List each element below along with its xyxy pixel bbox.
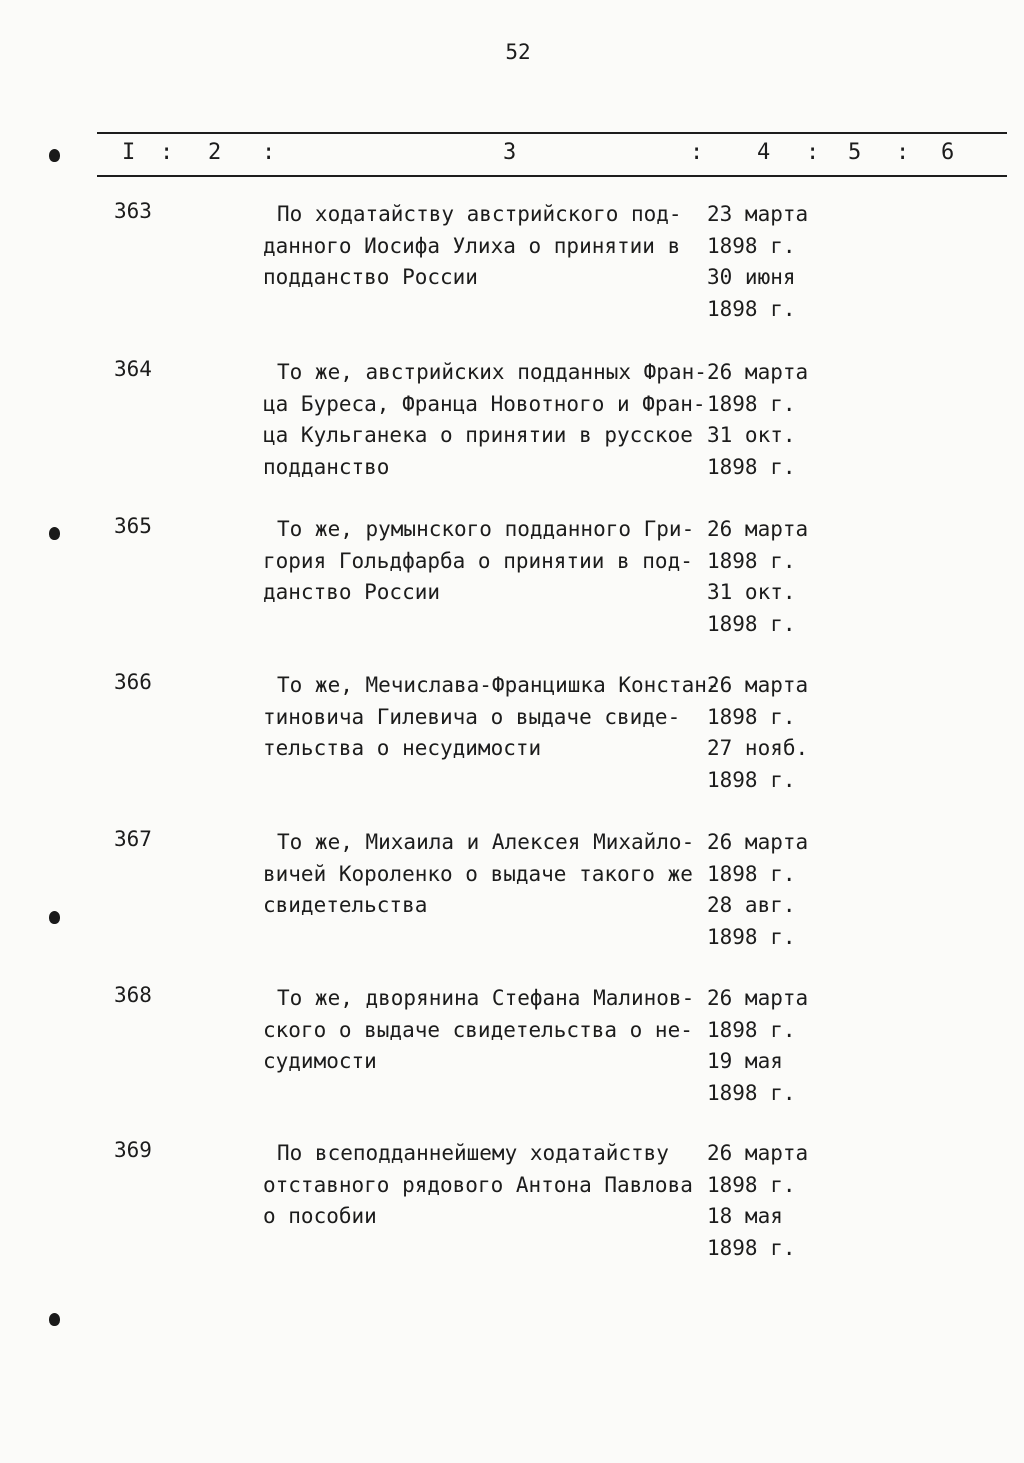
description-line: свидетельства xyxy=(263,893,428,917)
entry-description xyxy=(263,827,708,922)
description-line: ца Кульганека о принятии в русское xyxy=(263,423,693,447)
entry-description xyxy=(263,357,708,483)
description-line: подданство xyxy=(263,454,390,479)
description-line: То же, Мечислава-Францишка Констан- xyxy=(277,673,720,697)
date-line: 31 окт. xyxy=(707,580,796,604)
entry-dates xyxy=(707,670,808,796)
description-line: То же, дворянина Стефана Малинов- xyxy=(277,986,695,1010)
entry-number: 369 xyxy=(114,1138,152,1162)
header-col-5: 5 xyxy=(848,140,862,165)
entry-number: 365 xyxy=(114,514,152,538)
entry-description xyxy=(263,199,708,294)
date-line: 19 мая xyxy=(707,1049,783,1073)
date-line: 1898 г. xyxy=(707,391,796,416)
description-line: По ходатайству австрийского под- xyxy=(277,202,682,226)
date-line: 26 марта xyxy=(707,830,809,854)
date-line: 1898 г. xyxy=(707,767,796,792)
margin-punch-mark xyxy=(49,911,60,924)
entry-dates xyxy=(707,199,808,325)
description-line: подданство России xyxy=(263,265,478,289)
date-line: 28 авг. xyxy=(707,893,796,917)
description-line: То же, австрийских подданных Фран- xyxy=(277,360,707,384)
entry-number: 368 xyxy=(114,983,152,1007)
date-line: 1898 г. xyxy=(707,1235,796,1260)
date-line: 26 марта xyxy=(707,986,809,1010)
description-line: о пособии xyxy=(263,1204,377,1228)
header-col-6: 6 xyxy=(941,140,955,165)
date-line: 1898 г. xyxy=(707,924,796,949)
description-line: тиновича Гилевича о выдаче свиде- xyxy=(263,704,681,729)
date-line: 1898 г. xyxy=(707,1172,796,1197)
description-line: отставного рядового Антона Павлова xyxy=(263,1172,693,1197)
entry-description xyxy=(263,670,720,765)
description-line: данного Иосифа Улиха о принятии в xyxy=(263,233,681,258)
header-separator: : xyxy=(896,140,910,165)
entry-dates xyxy=(707,357,808,483)
description-line: судимости xyxy=(263,1049,377,1073)
description-line: ского о выдаче свидетельства о не- xyxy=(263,1017,693,1042)
date-line: 27 нояб. xyxy=(707,736,809,760)
date-line: 23 марта xyxy=(707,202,809,226)
description-line: гория Гольдфарба о принятии в под- xyxy=(263,548,693,573)
date-line: 1898 г. xyxy=(707,704,796,729)
header-col-2: 2 xyxy=(208,140,222,165)
description-line: То же, румынского подданного Гри- xyxy=(277,517,695,541)
date-line: 1898 г. xyxy=(707,454,796,479)
entry-dates xyxy=(707,983,808,1109)
date-line: 1898 г. xyxy=(707,548,796,573)
description-line: То же, Михаила и Алексея Михайло- xyxy=(277,830,695,854)
entry-dates xyxy=(707,514,808,640)
entry-dates xyxy=(707,827,808,953)
entry-number: 364 xyxy=(114,357,152,381)
date-line: 1898 г. xyxy=(707,233,796,258)
table-header-bottom-rule xyxy=(97,175,1007,177)
entry-description xyxy=(263,1138,708,1233)
table-header xyxy=(0,140,1024,170)
date-line: 30 июня xyxy=(707,265,796,289)
date-line: 31 окт. xyxy=(707,423,796,447)
header-separator: : xyxy=(690,140,704,165)
margin-punch-mark xyxy=(49,149,60,162)
date-line: 26 марта xyxy=(707,517,809,541)
date-line: 26 марта xyxy=(707,673,809,697)
date-line: 26 марта xyxy=(707,360,809,384)
description-line: вичей Короленко о выдаче такого же xyxy=(263,861,693,886)
entry-dates xyxy=(707,1138,808,1264)
date-line: 1898 г. xyxy=(707,611,796,636)
header-separator: : xyxy=(160,140,174,165)
entry-description xyxy=(263,983,708,1078)
entry-description xyxy=(263,514,708,609)
page-number: 52 xyxy=(505,40,531,64)
header-separator: : xyxy=(806,140,820,165)
margin-punch-mark xyxy=(49,1313,60,1326)
margin-punch-mark xyxy=(49,527,60,540)
description-line: По всеподданнейшему ходатайству xyxy=(277,1141,669,1165)
description-line: ца Буреса, Франца Новотного и Фран- xyxy=(263,391,706,416)
table-top-rule xyxy=(97,132,1007,134)
date-line: 1898 г. xyxy=(707,861,796,886)
header-col-3: 3 xyxy=(503,140,517,165)
description-line: данство России xyxy=(263,580,441,604)
entry-number: 363 xyxy=(114,199,152,223)
date-line: 1898 г. xyxy=(707,296,796,321)
date-line: 18 мая xyxy=(707,1204,783,1228)
header-col-1: I xyxy=(122,140,136,165)
header-separator: : xyxy=(262,140,276,165)
header-col-4: 4 xyxy=(757,140,771,165)
entry-number: 366 xyxy=(114,670,152,694)
date-line: 1898 г. xyxy=(707,1017,796,1042)
description-line: тельства о несудимости xyxy=(263,736,542,760)
date-line: 26 марта xyxy=(707,1141,809,1165)
date-line: 1898 г. xyxy=(707,1080,796,1105)
entry-number: 367 xyxy=(114,827,152,851)
